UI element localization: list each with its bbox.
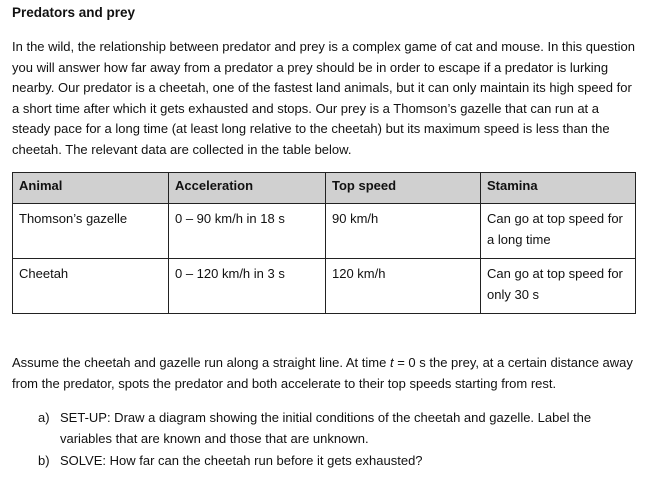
cell-stamina: Can go at top speed for only 30 s <box>481 259 636 314</box>
cell-acceleration: 0 – 90 km/h in 18 s <box>169 204 326 259</box>
header-acceleration: Acceleration <box>169 173 326 204</box>
cell-animal: Thomson’s gazelle <box>13 204 169 259</box>
page-title: Predators and prey <box>12 5 136 20</box>
header-top-speed: Top speed <box>326 173 481 204</box>
cell-acceleration: 0 – 120 km/h in 3 s <box>169 259 326 314</box>
question-list <box>38 407 638 472</box>
header-animal: Animal <box>13 173 169 204</box>
assumption-text-start: Assume the cheetah and gazelle run along a straight line. At time <box>12 355 390 370</box>
cell-stamina: Can go at top speed for a long time <box>481 204 636 259</box>
question-label: b) <box>38 453 50 468</box>
table-row <box>13 204 636 259</box>
header-stamina: Stamina <box>481 173 636 204</box>
cell-animal: Cheetah <box>13 259 169 314</box>
intro-paragraph: In the wild, the relationship between predator and prey is a complex game of cat and mouse. In this question you will answer how far away from a predator a prey should be in order to escape if a predator is lurking nearby. Our predator is a cheetah, one of the fastest land animals, but it can only maintain its high speed for a short time after which it gets exhausted and stops. Our prey is a Thomson’s gazelle that can run at a steady pace for a long time (at least long relative to the cheetah) but its maximum speed is less than the cheetah. The relevant data are collected in the table below. <box>12 39 635 157</box>
question-label: a) <box>38 410 50 425</box>
table-header-row <box>13 173 636 204</box>
list-item <box>38 450 638 471</box>
assumption-paragraph <box>12 353 640 394</box>
time-variable: t <box>389 355 394 370</box>
cell-top-speed: 90 km/h <box>326 204 481 259</box>
list-item <box>38 407 638 449</box>
animal-data-table <box>12 172 636 314</box>
question-text: SOLVE: How far can the cheetah run before it gets exhausted? <box>60 453 423 468</box>
question-text: SET-UP: Draw a diagram showing the initial conditions of the cheetah and gazelle. Label the variables that are known and those that are unknown. <box>60 410 592 446</box>
cell-top-speed: 120 km/h <box>326 259 481 314</box>
table-row <box>13 259 636 314</box>
assumption-text-end: = 0 s the prey, at a certain distance away from the predator, spots the predator and both accelerate to their top speeds starting from rest. <box>12 355 633 391</box>
